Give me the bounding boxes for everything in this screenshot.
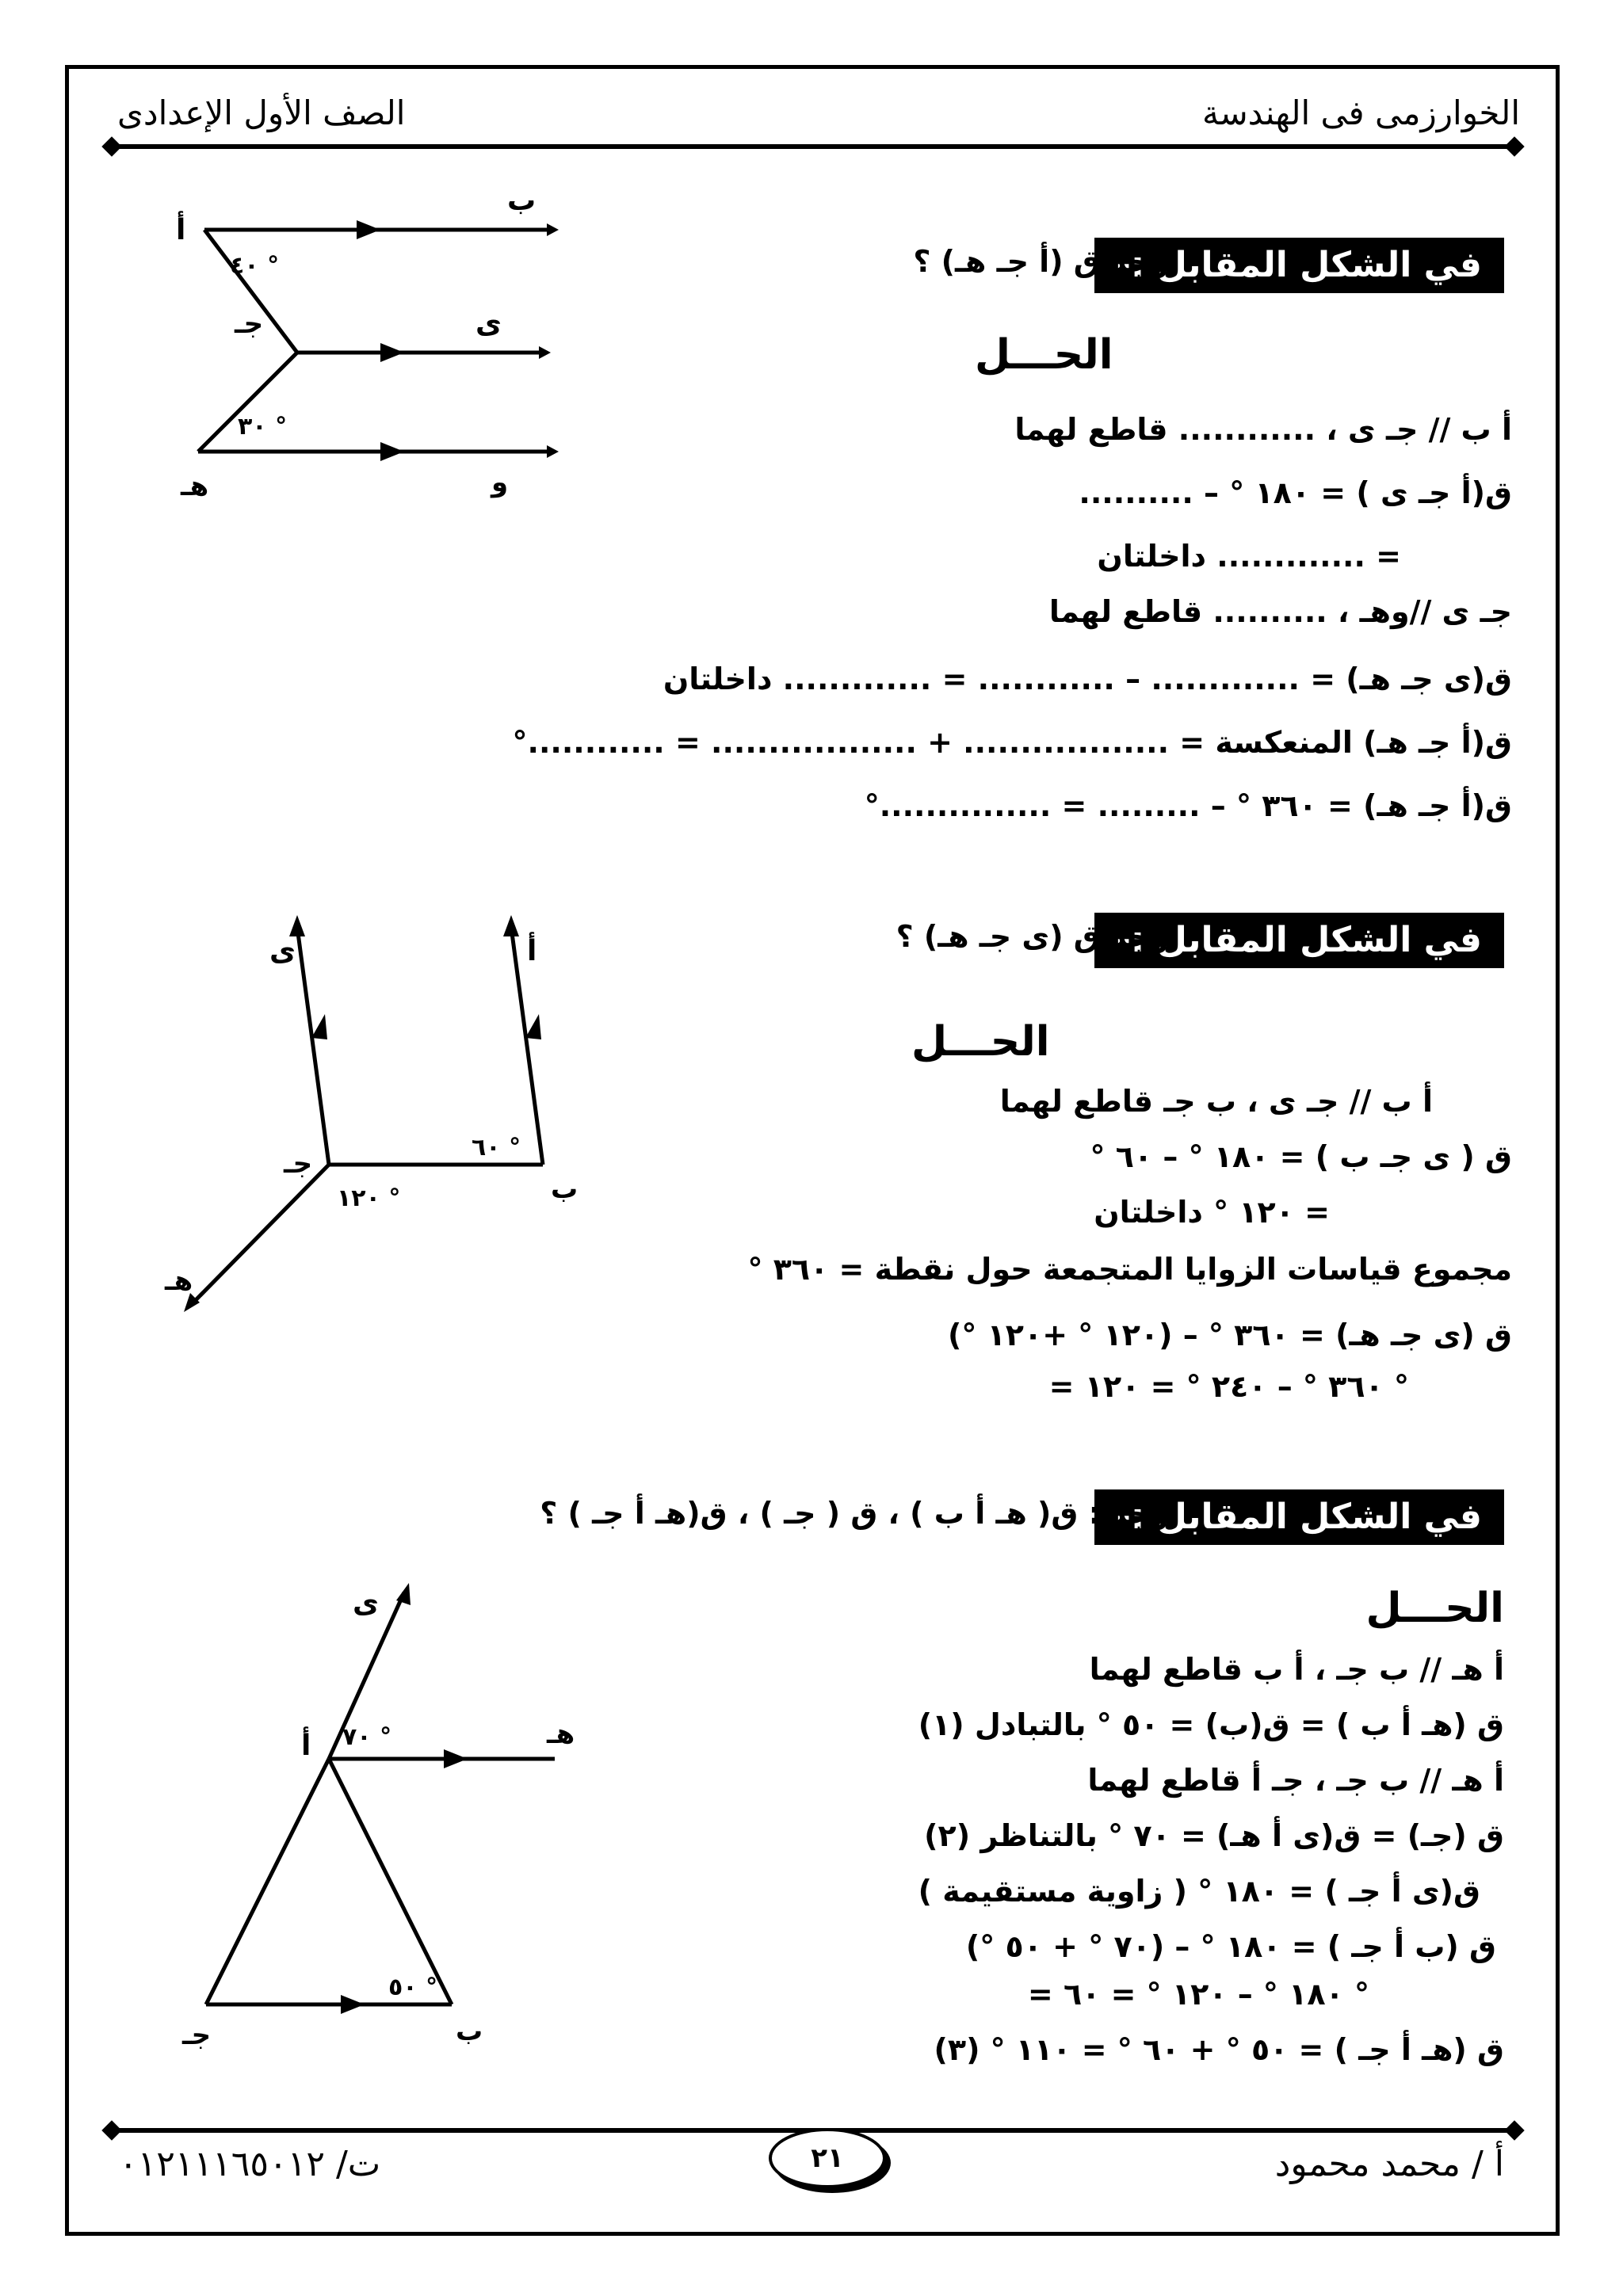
p3-line-6: ق (ب أ جـ ) = ١٨٠ ° – (٧٠ ° + ٥٠ °): [965, 1929, 1496, 1964]
problem2-question: أوجد ق (ى جـ هـ) ؟: [896, 919, 1179, 954]
problem1-figure: [158, 182, 571, 515]
arrow-jd: [311, 1014, 327, 1039]
p2-line-1: أ ب // جـ ى ، ب جـ قاطع لهما: [999, 1084, 1433, 1119]
footer-phone: ت/ ٠١٢١١١٦٥٠١٢: [119, 2144, 381, 2184]
p1-line-5: ق(ى جـ هـ) = ............. – ............ = ............. داخلتان: [663, 662, 1512, 696]
p2-pt-a: أ: [527, 935, 537, 967]
arrowhead-d: [289, 915, 305, 936]
p1-line-2: ق(أ جـ ى ) = ١٨٠ ° – ..........: [1079, 475, 1512, 510]
line-a-j: [206, 1759, 329, 2004]
arrow-jb: [341, 1995, 365, 2014]
problem1-solution-title: الحـــل: [975, 331, 1113, 379]
p2-angle-60: ٦٠ °: [472, 1134, 521, 1161]
p1-line-1: أ ب // جـ ى ، ............ قاطع لهما: [1014, 412, 1512, 447]
problem1-label: في الشكل المقابل :-: [1094, 238, 1504, 293]
p1-angle-40: ٤٠ °: [230, 252, 280, 280]
p2-line-6: = ٣٦٠ ° – ٢٤٠ ° = ١٢٠ °: [1048, 1369, 1409, 1404]
problem3-question: أوجد : ق( هـ أ ب ) ، ق ( جـ ) ، ق(هـ أ جـ ) ؟: [540, 1496, 1179, 1531]
arrowhead-ab: [547, 223, 559, 236]
p3-line-3: أ هـ // ب جـ ، جـ أ قاطع لهما: [1087, 1763, 1504, 1798]
arrow-ba: [525, 1014, 541, 1039]
arrow-jd: [380, 343, 404, 362]
p3-line-5: ق(ى أ جـ ) = ١٨٠ ° ( زاوية مستقيمة ): [918, 1874, 1480, 1909]
p3-line-1: أ هـ // ب جـ ، أ ب قاطع لهما: [1089, 1652, 1504, 1687]
footer-author: أ / محمد محمود: [1274, 2144, 1504, 2184]
problem1-question: أوجد ق (أ جـ هـ) ؟: [913, 244, 1179, 279]
p2-pt-b: ب: [551, 1173, 579, 1205]
p3-line-8: ق (هـ أ جـ ) = ٥٠ ° + ٦٠ ° = ١١٠ ° (٣): [934, 2032, 1504, 2067]
arrowhead-a: [503, 915, 519, 936]
p1-pt-d: ى: [475, 307, 502, 340]
p3-pt-b: ب: [456, 2016, 483, 2047]
p2-line-5: ق (ى جـ هـ) = ٣٦٠ ° – (١٢٠ ° +١٢٠ °): [948, 1318, 1512, 1352]
p1-line-6: ق(أ جـ هـ) المنعكسة = .................. + .................. = ............°: [512, 725, 1512, 760]
p3-pt-d: ى: [353, 1587, 379, 1619]
problem2-solution: [561, 1084, 1512, 1417]
arrow-hw: [380, 442, 404, 461]
p3-line-2: ق (هـ أ ب ) = ق(ب) = ٥٠ ° بالتبادل (١): [918, 1707, 1504, 1742]
problem2-figure: [158, 903, 602, 1315]
p2-pt-h: هـ: [165, 1265, 193, 1297]
arrow-ab: [357, 220, 380, 239]
p1-angle-30: ٣٠ °: [238, 413, 288, 441]
arrow-ah: [444, 1749, 468, 1768]
p1-line-4: جـ ى //وهـ ، .......... قاطع لهما: [1048, 594, 1512, 629]
p2-line-2: ق ( ى جـ ب ) = ١٨٠ ° – ٦٠ °: [1090, 1139, 1512, 1174]
line-j-h: [190, 1165, 329, 1306]
problem2-solution-title: الحـــل: [911, 1018, 1050, 1066]
header-title: الخوارزمى فى الهندسة: [1201, 93, 1520, 132]
p1-pt-b: ب: [507, 185, 537, 217]
p3-pt-j: جـ: [182, 2019, 212, 2051]
p1-pt-h: هـ: [181, 471, 209, 502]
arrowhead-hw: [547, 445, 559, 458]
line-j-d: [297, 927, 329, 1165]
p1-pt-a: أ: [176, 214, 186, 246]
p3-pt-a: أ: [301, 1730, 311, 1762]
p1-line-7: ق(أ جـ هـ) = ٣٦٠ ° – ......... = ...............°: [864, 788, 1512, 823]
problem3-solution-title: الحـــل: [1365, 1585, 1504, 1632]
p1-line-3: = ............. داخلتان: [1097, 539, 1401, 574]
p3-angle-50: ٥٠ °: [388, 1974, 438, 2001]
page-number: ٢١: [769, 2128, 886, 2188]
p1-pt-j: جـ: [235, 308, 264, 340]
p3-angle-70: ٧٠ °: [342, 1723, 392, 1751]
p3-line-4: ق (جـ) = ق(ى أ هـ) = ٧٠ ° بالتناظر (٢): [924, 1818, 1504, 1853]
line-a-b: [329, 1759, 452, 2004]
p2-pt-d: ى: [269, 935, 296, 967]
p2-line-4: مجموع قياسات الزوايا المتجمعة حول نقطة = ٣٦٠ °: [747, 1252, 1512, 1287]
problem3-figure: [158, 1577, 602, 2052]
problem2-label: في الشكل المقابل :-: [1094, 913, 1504, 968]
header-grade: الصف الأول الإعدادى: [117, 93, 406, 132]
problem3-label: في الشكل المقابل :-: [1094, 1489, 1504, 1545]
problem3-solution: [632, 1652, 1504, 2096]
p3-pt-h: هـ: [547, 1718, 575, 1750]
arrowhead-jd: [539, 346, 551, 359]
p2-angle-120: ١٢٠ °: [337, 1184, 401, 1212]
p2-line-3: = ١٢٠ ° داخلتان: [1094, 1195, 1330, 1230]
p3-line-7: = ١٨٠ ° – ١٢٠ ° = ٦٠ °: [1027, 1977, 1369, 2012]
header-rule: [111, 144, 1514, 149]
p2-pt-j: جـ: [284, 1148, 313, 1180]
p1-pt-w: و: [491, 467, 509, 498]
